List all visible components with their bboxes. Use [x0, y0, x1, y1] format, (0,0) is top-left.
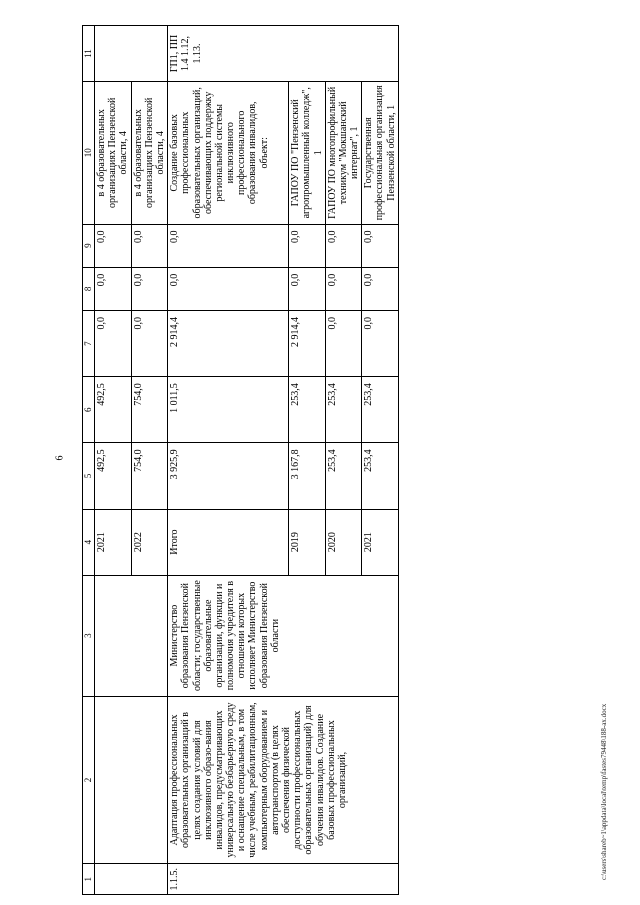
- cell-local: 0,0: [131, 267, 168, 310]
- cell-other: 0,0: [289, 224, 326, 267]
- cell-other: 0,0: [95, 224, 132, 267]
- file-path-footer: c:\users\shareb~1\appdata\local\temp\fastes79448\188-ax.docx: [600, 703, 608, 880]
- cell-other: 0,0: [362, 224, 399, 267]
- cell-regional: 253,4: [362, 377, 399, 443]
- cell-year: Итого: [168, 509, 289, 575]
- col-header: 10: [83, 82, 95, 225]
- table-row: [168, 26, 289, 895]
- cell-indicator: ГАПОУ ПО "Пензенский агропромышленный колледж", 1: [289, 82, 326, 225]
- rotated-table-container: [82, 25, 587, 895]
- cell-federal: 2 914,4: [289, 311, 326, 377]
- table-row: [95, 26, 132, 895]
- cell-indicator: Создание базовых профессиональных образовательных организаций, обеспечивающих поддержку региональной системы инклюзивного профессионального образования инвалидов, объект:: [168, 82, 289, 225]
- cell-total: 754,0: [131, 443, 168, 509]
- col-header: 11: [83, 26, 95, 82]
- cell-empty: [95, 864, 168, 895]
- col-header: 7: [83, 311, 95, 377]
- cell-year: 2019: [289, 509, 326, 575]
- col-header: 2: [83, 696, 95, 864]
- cell-federal: 2 914,4: [168, 311, 289, 377]
- cell-total: 253,4: [325, 443, 362, 509]
- cell-other: 0,0: [325, 224, 362, 267]
- page-number: 6: [54, 455, 66, 461]
- cell-federal: 0,0: [95, 311, 132, 377]
- cell-empty: [95, 26, 168, 82]
- col-header: 4: [83, 509, 95, 575]
- cell-regional: 253,4: [289, 377, 326, 443]
- cell-local: 0,0: [289, 267, 326, 310]
- cell-item-number: 1.1.5.: [168, 864, 399, 895]
- cell-other: 0,0: [131, 224, 168, 267]
- cell-year: 2020: [325, 509, 362, 575]
- cell-empty: [95, 696, 168, 864]
- cell-year: 2022: [131, 509, 168, 575]
- cell-federal: 0,0: [362, 311, 399, 377]
- cell-executor: Министерство образования Пензенской области; государственные образовательные организации, функции и полномочия учредителя в отношении которых исполняет Министерство образования Пензенской области: [168, 575, 399, 696]
- cell-other: 0,0: [168, 224, 289, 267]
- cell-local: 0,0: [325, 267, 362, 310]
- cell-regional: 492,5: [95, 377, 132, 443]
- header-row: [83, 26, 95, 895]
- cell-year: 2021: [362, 509, 399, 575]
- cell-indicator: в 4 образовательных организациях Пензенской области, 4: [95, 82, 132, 225]
- cell-total: 3 167,8: [289, 443, 326, 509]
- cell-year: 2021: [95, 509, 132, 575]
- cell-local: 0,0: [168, 267, 289, 310]
- program-table: [82, 25, 399, 895]
- cell-indicator: в 4 образовательных организациях Пензенской области, 4: [131, 82, 168, 225]
- col-header: 5: [83, 443, 95, 509]
- cell-regional: 253,4: [325, 377, 362, 443]
- cell-indicator: ГАПОУ ПО многопрофильный техникум "Мокшанский интернат", 1: [325, 82, 362, 225]
- cell-total: 492,5: [95, 443, 132, 509]
- cell-total: 3 925,9: [168, 443, 289, 509]
- col-header: 1: [83, 864, 95, 895]
- cell-federal: 0,0: [325, 311, 362, 377]
- cell-local: 0,0: [362, 267, 399, 310]
- cell-regional: 754,0: [131, 377, 168, 443]
- col-header: 8: [83, 267, 95, 310]
- cell-regional: 1 011,5: [168, 377, 289, 443]
- cell-empty: [95, 575, 168, 696]
- col-header: 6: [83, 377, 95, 443]
- cell-local: 0,0: [95, 267, 132, 310]
- cell-program-link: ГП1, ПП 1.4 1.12, 1.13.: [168, 26, 399, 82]
- cell-total: 253,4: [362, 443, 399, 509]
- cell-federal: 0,0: [131, 311, 168, 377]
- col-header: 9: [83, 224, 95, 267]
- col-header: 3: [83, 575, 95, 696]
- cell-indicator: Государственная профессиональная организация Пензенской области, 1: [362, 82, 399, 225]
- cell-item-description: Адаптация профессиональных образовательных организаций в целях создания условий для инклюзивного образо-вания инвалидов, предусматривающих универсальную безбарьерную среду и оснащение специальным, в том числе учебным, реабилитационным, компьютерным оборудованием и автотранспортом (в целях обеспечения физической доступности профессиональных образовательных организаций) для обучения инвалидов. Создание базовых профессиональных организаций,: [168, 696, 399, 864]
